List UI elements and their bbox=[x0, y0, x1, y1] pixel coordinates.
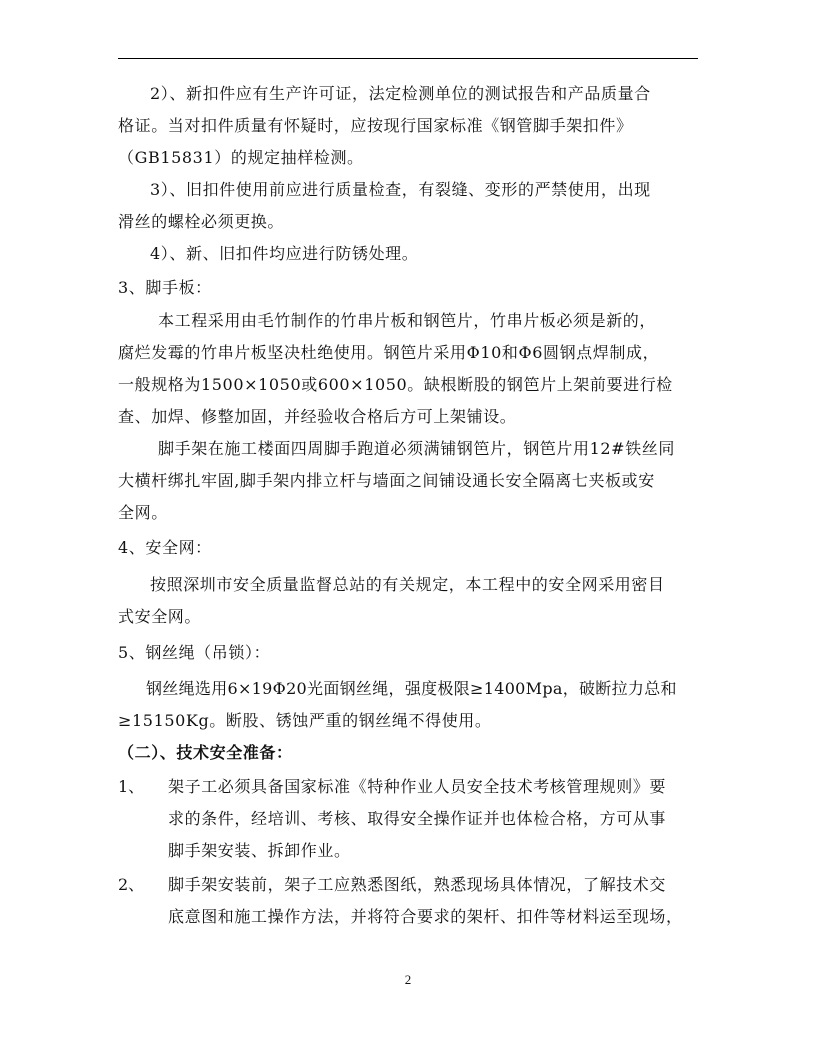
text-line: 3）、旧扣件使用前应进行质量检查，有裂缝、变形的严禁使用，出现 bbox=[150, 180, 651, 199]
section-heading: 4、安全网： bbox=[118, 538, 212, 557]
text-line: 脚手架在施工楼面四周脚手跑道必须满铺钢笆片，钢笆片用12#铁丝同 bbox=[158, 439, 675, 458]
subsection-heading: （二）、技术安全准备： bbox=[118, 743, 293, 762]
text-line: 2）、新扣件应有生产许可证，法定检测单位的测试报告和产品质量合 bbox=[150, 84, 651, 103]
text-line: 按照深圳市安全质量监督总站的有关规定，本工程中的安全网采用密目 bbox=[150, 575, 665, 594]
list-item-text: 底意图和施工操作方法，并将符合要求的架杆、扣件等材料运至现场， bbox=[168, 907, 683, 926]
text-line: （GB15831）的规定抽样检测。 bbox=[118, 148, 364, 167]
text-line: 大横杆绑扎牢固,脚手架内排立杆与墙面之间铺设通长安全隔离七夹板或安 bbox=[118, 471, 655, 490]
text-line: 钢丝绳选用6×19Φ20光面钢丝绳，强度极限≥1400Mpa，破断拉力总和 bbox=[146, 679, 677, 698]
text-line: 查、加焊、修整加固，并经验收合格后方可上架铺设。 bbox=[118, 407, 517, 426]
list-item-text: 脚手架安装、拆卸作业。 bbox=[168, 841, 351, 860]
list-item-text: 架子工必须具备国家标准《特种作业人员安全技术考核管理规则》要 bbox=[168, 777, 667, 796]
text-line: 4）、新、旧扣件均应进行防锈处理。 bbox=[150, 244, 419, 263]
section-heading: 3、脚手板： bbox=[118, 278, 212, 297]
section-heading: 5、钢丝绳（吊锁）： bbox=[118, 643, 271, 662]
text-line: 一般规格为1500×1050或600×1050。缺根断股的钢笆片上架前要进行检 bbox=[118, 375, 673, 394]
text-line: 格证。当对扣件质量有怀疑时，应按现行国家标准《钢管脚手架扣件》 bbox=[118, 116, 633, 135]
list-item-text: 求的条件，经培训、考核、取得安全操作证并也体检合格，方可从事 bbox=[168, 809, 667, 828]
text-line: 式安全网。 bbox=[118, 607, 202, 626]
text-line: 全网。 bbox=[118, 503, 168, 522]
text-line: 腐烂发霉的竹串片板坚决杜绝使用。钢笆片采用Φ10和Φ6圆钢点焊制成， bbox=[118, 343, 660, 362]
page-number: 2 bbox=[404, 972, 412, 987]
text-line: ≥15150Kg。断股、锈蚀严重的钢丝绳不得使用。 bbox=[118, 711, 492, 730]
list-item-number: 1、 bbox=[118, 777, 145, 796]
text-line: 本工程采用由毛竹制作的竹串片板和钢笆片，竹串片板必须是新的， bbox=[158, 311, 657, 330]
list-item-number: 2、 bbox=[118, 875, 145, 894]
text-line: 滑丝的螺栓必须更换。 bbox=[118, 212, 285, 231]
list-item-text: 脚手架安装前，架子工应熟悉图纸，熟悉现场具体情况，了解技术交 bbox=[168, 875, 667, 894]
header-rule bbox=[118, 58, 698, 59]
